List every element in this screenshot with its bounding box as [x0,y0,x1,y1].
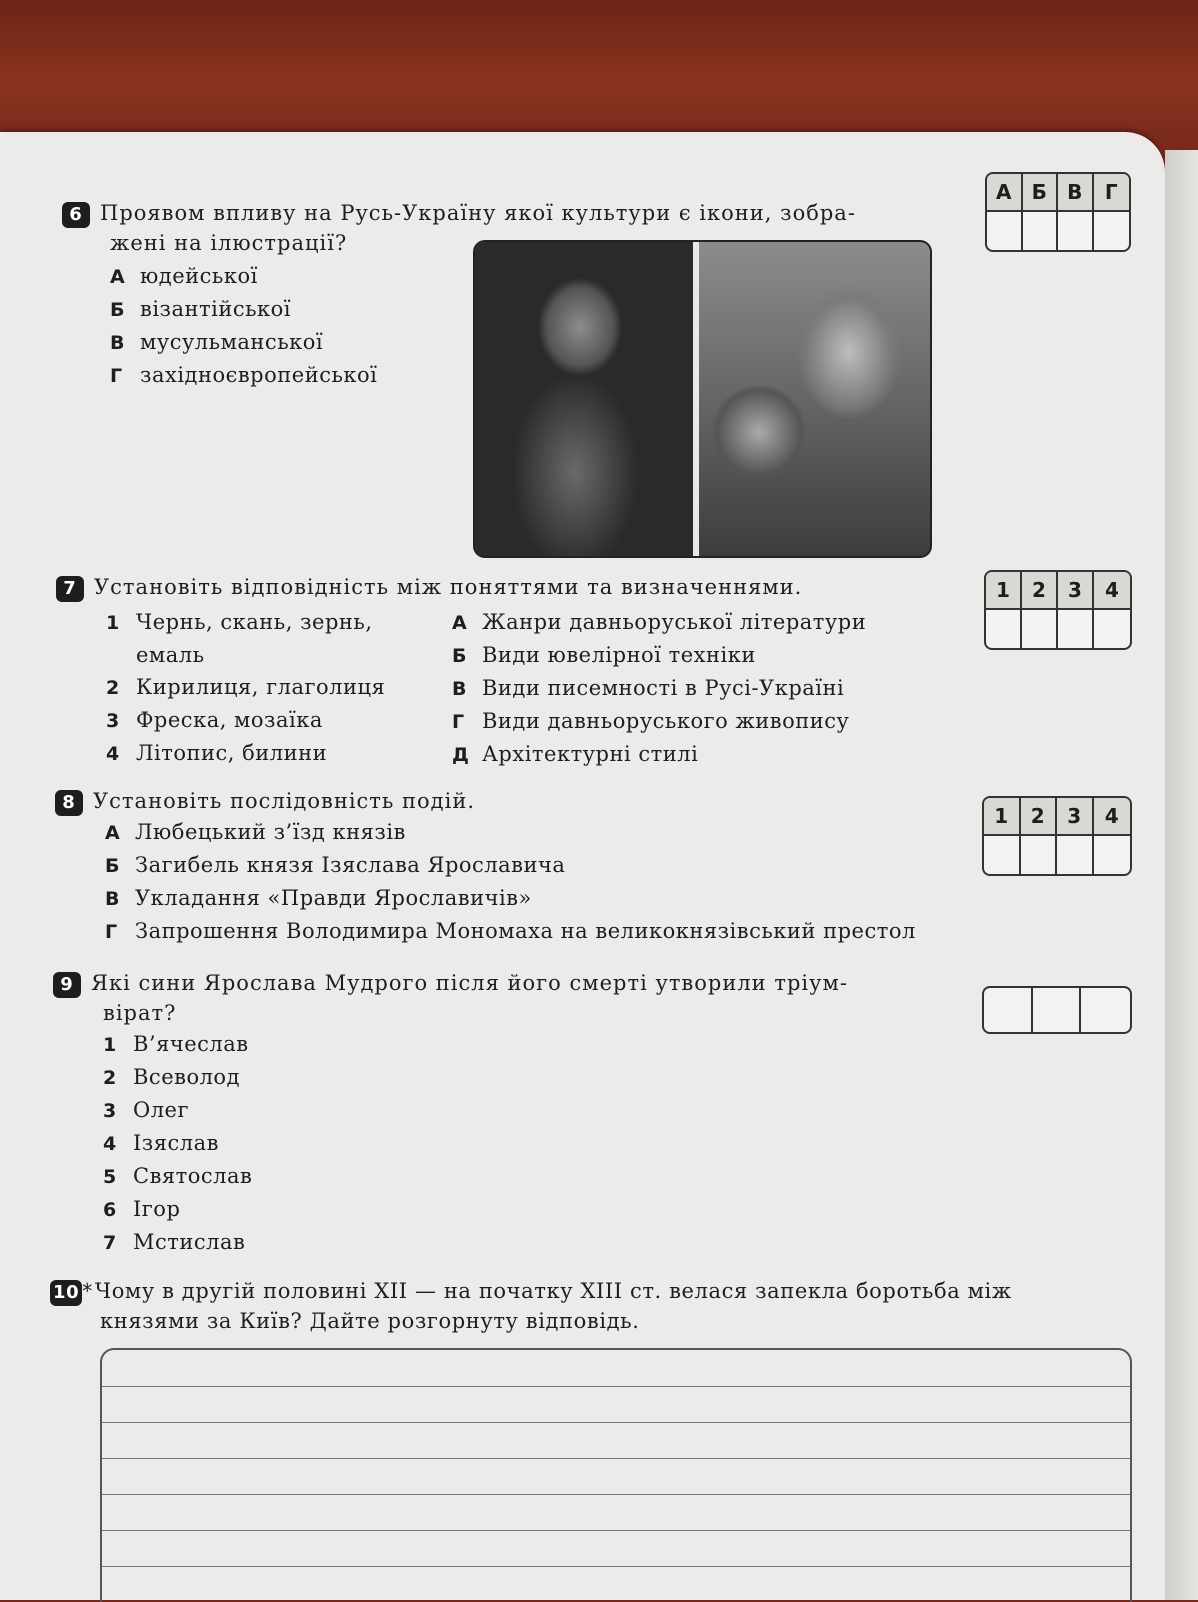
option-7: 7 Мстислав [103,1230,246,1254]
question-number: 10 [50,1280,82,1306]
answer-line [102,1386,1130,1387]
question-text: Установіть відповідність між поняттями та визначеннями. [94,575,803,599]
question-9 [53,968,943,1259]
option-1: 1 В’ячеслав [103,1032,249,1056]
definition-b: Б Види ювелірної техніки [452,643,756,667]
question-star: * [82,1279,93,1303]
answer-grid-8: 1 2 3 4 [982,796,1132,876]
definition-a: А Жанри давньоруської літератури [452,610,867,634]
question-10 [50,1276,1130,1336]
answer-line [102,1458,1130,1459]
answer-cell[interactable] [1022,610,1058,648]
option-4: 4 Ізяслав [103,1131,219,1155]
answer-cell[interactable] [1023,212,1059,250]
concept-1: 1 Чернь, скань, зернь, [106,610,373,634]
page-gutter [1165,150,1198,1600]
definition-d: Д Архітектурні стилі [452,742,699,766]
question-text: Чому в другій половині XII — на початку XIII ст. велася запекла боротьба між [94,1279,1012,1303]
question-text-cont: князями за Київ? Дайте розгорнуту відповідь. [100,1309,640,1333]
option-a: А Любецький з’їзд князів [105,820,406,844]
answer-cell[interactable] [1021,836,1058,874]
option-3: 3 Олег [103,1098,189,1122]
options-list [53,1028,943,1259]
answer-cell[interactable] [1058,610,1094,648]
concept-3: 3 Фреска, мозаїка [106,708,323,732]
answer-line [102,1566,1130,1567]
option-a: А юдейської [110,264,258,288]
answer-cell[interactable] [1094,610,1130,648]
options-list [55,816,985,948]
option-b: Б візантійської [110,297,292,321]
answer-line [102,1530,1130,1531]
definition-g: Г Види давньоруського живопису [452,709,850,733]
question-text-cont: жені на ілюстрації? [110,231,348,255]
answer-cell[interactable] [1081,988,1130,1032]
concepts-list: 1 Чернь, скань, зернь, емаль 2 Кирилиця, глаголиця 3 Фреска, мозаїка 4 Літопис, билини [106,606,446,770]
answer-cell[interactable] [1057,836,1094,874]
answer-cell[interactable] [984,988,1033,1032]
answer-grid-6: А Б В Г [985,172,1131,252]
option-6: 6 Ігор [103,1197,181,1221]
answer-grid-9 [982,986,1132,1034]
answer-line [102,1494,1130,1495]
question-text: Установіть послідовність подій. [93,789,475,813]
icons-illustration [473,240,932,558]
icon-image-left [475,242,693,556]
option-2: 2 Всеволод [103,1065,241,1089]
answer-cell[interactable] [1094,212,1130,250]
question-text: Проявом впливу на Русь-Україну якої культури є ікони, зобра- [100,201,856,225]
option-v: В мусульманської [110,330,324,354]
concept-4: 4 Літопис, билини [106,741,328,765]
question-text: Які сини Ярослава Мудрого після його смерті утворили тріум- [91,971,848,995]
answer-area[interactable] [100,1348,1132,1602]
answer-cell[interactable] [1033,988,1082,1032]
table-background [0,0,1198,140]
definition-v: В Види писемності в Русі-Україні [452,676,845,700]
answer-cell[interactable] [1058,212,1094,250]
answer-line [102,1422,1130,1423]
question-number: 9 [53,972,81,998]
answer-cell[interactable] [986,610,1022,648]
answer-cell[interactable] [987,212,1023,250]
question-7 [56,572,936,602]
option-5: 5 Святослав [103,1164,253,1188]
option-b: Б Загибель князя Ізяслава Ярославича [105,853,566,877]
question-number: 6 [62,202,90,228]
definitions-list [452,606,952,771]
answer-grid-7: 1 2 3 4 [984,570,1132,650]
option-g: Г Запрошення Володимира Мономаха на великокнязівський престол [105,919,916,943]
answer-cell[interactable] [984,836,1021,874]
answer-cell[interactable] [1094,836,1131,874]
option-g: Г західноєвропейської [110,363,378,387]
concept-2: 2 Кирилиця, глаголиця [106,675,386,699]
question-text-cont: вірат? [103,1001,177,1025]
icon-image-right [699,242,930,556]
option-v: В Укладання «Правди Ярославичів» [105,886,532,910]
question-8 [55,786,985,948]
question-number: 7 [56,576,84,602]
question-number: 8 [55,790,83,816]
